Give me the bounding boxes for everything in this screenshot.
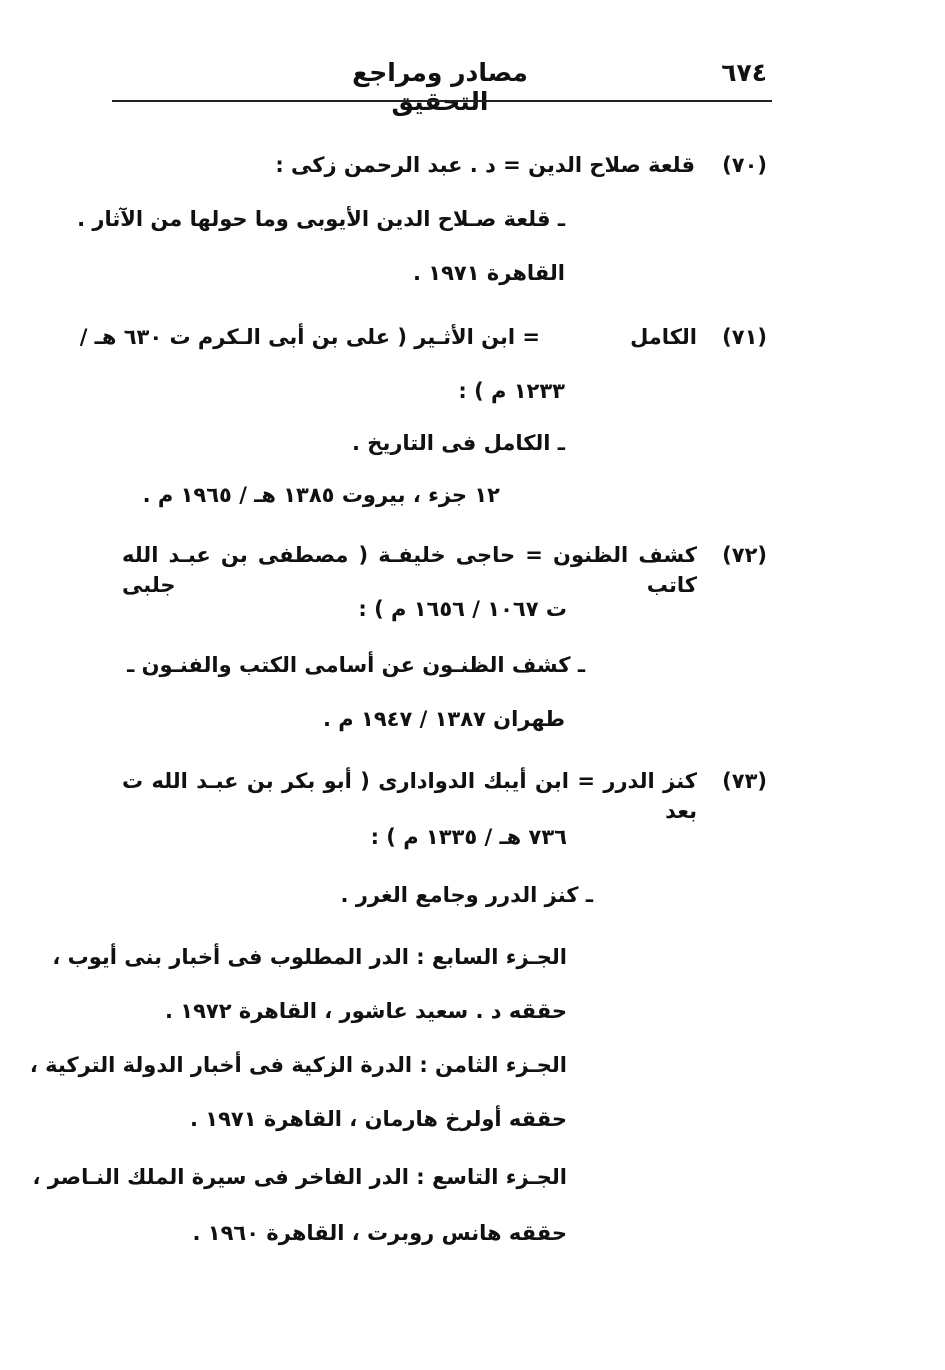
entry-70-line-3: القاهرة ١٩٧١ . bbox=[413, 261, 565, 285]
entry-73-line-9: حققه هانس روبرت ، القاهرة ١٩٦٠ . bbox=[192, 1221, 567, 1245]
entry-72-line-2: ت ١٠٦٧ / ١٦٥٦ م ) : bbox=[358, 597, 567, 621]
entry-71-line-3: ـ الكامل فى التاريخ . bbox=[352, 431, 565, 455]
entry-number-73: (٧٣) bbox=[722, 769, 767, 793]
entry-73-line-4: الجـزء السابع : الدر المطلوب فى أخبار بنى أيوب ، bbox=[52, 945, 567, 969]
entry-71-line-2: ١٢٣٣ م ) : bbox=[458, 379, 565, 403]
entry-73-line-2: ٧٣٦ هـ / ١٣٣٥ م ) : bbox=[370, 825, 567, 849]
entry-73-line-5: حققه د . سعيد عاشور ، القاهرة ١٩٧٢ . bbox=[164, 999, 567, 1023]
entry-number-72: (٧٢) bbox=[722, 543, 767, 567]
entry-72-line-3: ـ كشف الظنـون عن أسامى الكتب والفنـون ـ bbox=[127, 653, 585, 677]
entry-72-line-4: طهران ١٣٨٧ / ١٩٤٧ م . bbox=[323, 707, 565, 731]
entry-71-heading: الكامل bbox=[630, 325, 697, 349]
entry-70-line-2: ـ قلعة صـلاح الدين الأيوبى وما حولها من الآثار . bbox=[77, 207, 565, 231]
running-header-title: مصادر ومراجع التحقيق bbox=[352, 58, 528, 116]
entry-72-line-1: كشف الظنون = حاجى خليفـة ( مصطفى بن عبـد الله كاتب جلبى bbox=[122, 543, 697, 597]
entry-73-line-3: ـ كنز الدرر وجامع الغرر . bbox=[340, 883, 593, 907]
page-number: ٦٧٤ bbox=[721, 58, 767, 87]
entry-73-line-7: حققه أولرخ هارمان ، القاهرة ١٩٧١ . bbox=[190, 1107, 567, 1131]
entry-73-line-8: الجـزء التاسع : الدر الفاخر فى سيرة الملك النـاصر ، bbox=[32, 1165, 567, 1189]
entry-number-70: (٧٠) bbox=[722, 153, 767, 177]
entry-71-line-1: = ابن الأثـير ( على بن أبى الـكرم ت ٦٣٠ هـ / bbox=[79, 325, 540, 349]
entry-70-line-1: قلعة صلاح الدين = د . عبد الرحمن زكى : bbox=[275, 153, 695, 177]
entry-71-line-4: ١٢ جزء ، بيروت ١٣٨٥ هـ / ١٩٦٥ م . bbox=[142, 483, 500, 507]
entry-73-line-1: كنز الدرر = ابن أيبك الدوادارى ( أبو بكر بن عبـد الله ت بعد bbox=[122, 769, 697, 823]
entry-73-line-6: الجـزء الثامن : الدرة الزكية فى أخبار الدولة التركية ، bbox=[29, 1053, 567, 1077]
header-rule bbox=[112, 100, 772, 102]
entry-number-71: (٧١) bbox=[722, 325, 767, 349]
